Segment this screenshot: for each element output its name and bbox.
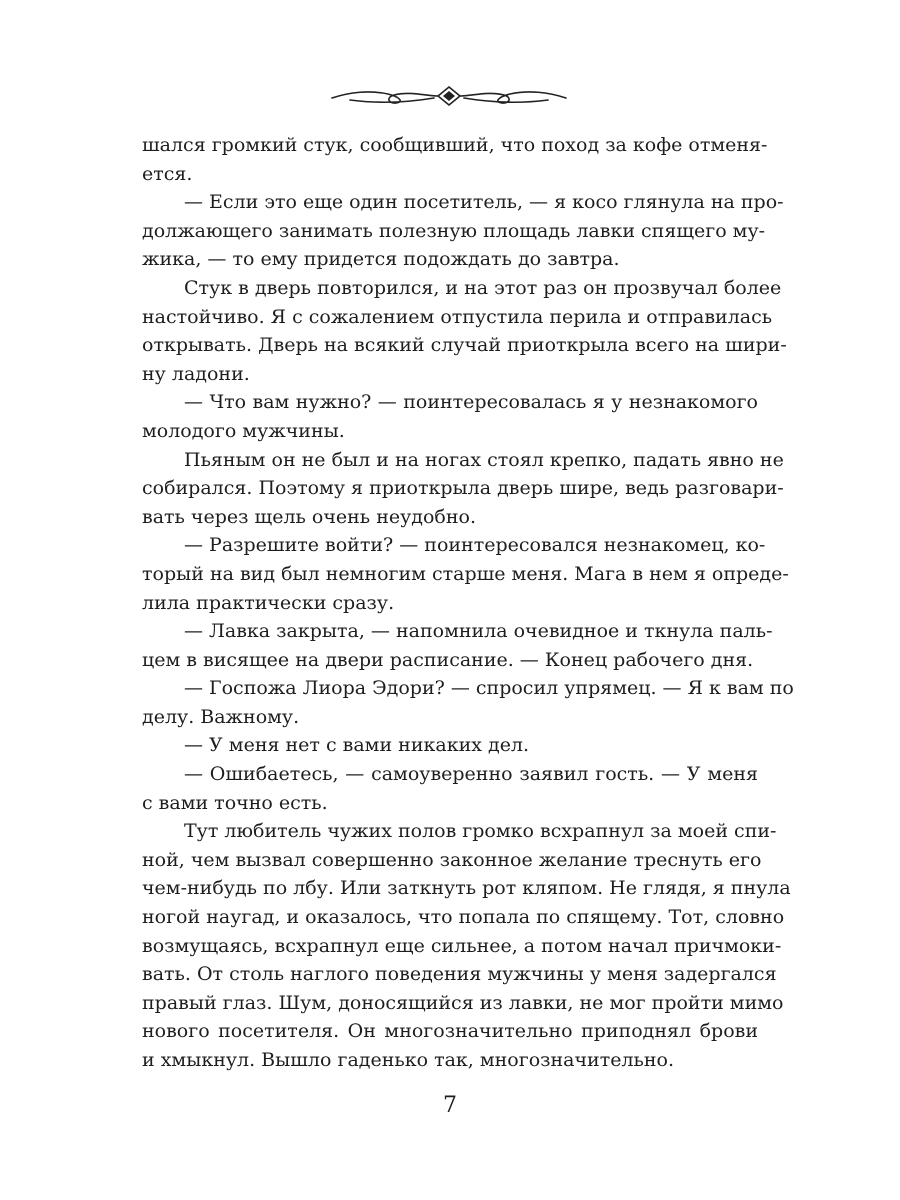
text-line: с вами точно есть. bbox=[142, 791, 328, 814]
text-line: — Разрешите войти? — поинтересовался незнакомец, ко- bbox=[184, 534, 766, 557]
text-line: жика, — то ему придется подождать до завтра. bbox=[142, 248, 620, 271]
text-line: торый на вид был немногим старше меня. Мага в нем я опреде- bbox=[142, 562, 789, 585]
text-line: правый глаз. Шум, доносящийся из лавки, не мог пройти мимо bbox=[142, 991, 784, 1014]
text-line: ногой наугад, и оказалось, что попала по спящему. Тот, словно bbox=[142, 906, 785, 929]
text-line: чем-нибудь по лбу. Или заткнуть рот кляпом. Не глядя, я пнула bbox=[142, 877, 791, 900]
text-line: делу. Важному. bbox=[142, 705, 300, 728]
text-line: и хмыкнул. Вышло гаденько так, многозначительно. bbox=[142, 1049, 675, 1071]
text-line: открывать. Дверь на всякий случай приоткрыла всего на шири- bbox=[142, 334, 787, 357]
text-line: Пьяным он не был и на ногах стоял крепко, падать явно не bbox=[184, 448, 784, 471]
text-line: ну ладони. bbox=[142, 362, 250, 385]
text-line: Стук в дверь повторился, и на этот раз он прозвучал более bbox=[184, 276, 782, 299]
ornament-divider bbox=[330, 84, 568, 108]
body-text bbox=[142, 131, 794, 1075]
text-line: — Лавка закрыта, — напомнила очевидное и ткнула паль- bbox=[184, 620, 773, 643]
text-line: должающего занимать полезную площадь лавки спящего му- bbox=[142, 219, 766, 242]
text-line: — Госпожа Лиора Эдори? — спросил упрямец. — Я к вам по bbox=[184, 677, 794, 700]
text-line: молодого мужчины. bbox=[142, 419, 345, 442]
text-line: шался громкий стук, сообщивший, что поход за кофе отменя- bbox=[142, 134, 768, 156]
text-line: возмущаясь, всхрапнул еще сильнее, а потом начал причмоки- bbox=[142, 934, 782, 957]
text-line: — Ошибаетесь, — самоуверенно заявил гость. — У меня bbox=[184, 763, 758, 786]
text-line: вать через щель очень неудобно. bbox=[142, 505, 476, 528]
text-line: настойчиво. Я с сожалением отпустила перила и отправилась bbox=[142, 305, 773, 328]
text-line: вать. От столь наглого поведения мужчины у меня задергался bbox=[142, 963, 777, 986]
text-line: ной, чем вызвал совершенно законное желание треснуть его bbox=[142, 848, 762, 871]
text-line: Тут любитель чужих полов громко всхрапнул за моей спи- bbox=[184, 820, 777, 843]
text-line: цем в висящее на двери расписание. — Конец рабочего дня. bbox=[142, 648, 754, 671]
text-line: собирался. Поэтому я приоткрыла дверь шире, ведь разговари- bbox=[142, 477, 784, 500]
text-line: — Если это еще один посетитель, — я косо глянула на про- bbox=[184, 191, 784, 214]
text-line: ется. bbox=[142, 162, 193, 185]
page-number: 7 bbox=[443, 1093, 457, 1118]
text-line: лила практически сразу. bbox=[142, 591, 395, 614]
text-line: — У меня нет с вами никаких дел. bbox=[184, 734, 530, 757]
text-line: — Что вам нужно? — поинтересовалась я у незнакомого bbox=[184, 391, 758, 414]
text-line: нового посетителя. Он многозначительно приподнял брови bbox=[142, 1020, 758, 1043]
